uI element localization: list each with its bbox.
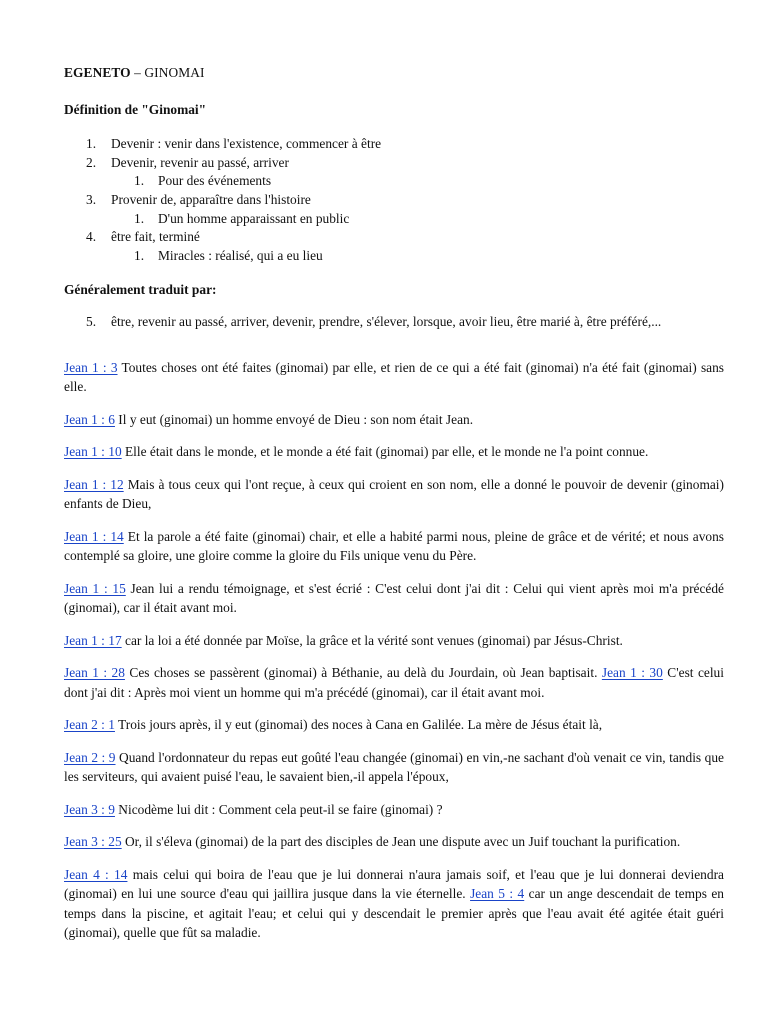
translated-item bbox=[64, 312, 724, 332]
translated-list bbox=[64, 312, 724, 332]
title-rest: GINOMAI bbox=[144, 65, 205, 80]
item-number: 5. bbox=[86, 313, 97, 329]
sub-item-text: D'un homme apparaissant en public bbox=[158, 210, 350, 226]
verse-text: C'est celui dont j'ai dit : Après moi vient un homme qui m'a précédé (ginomai), car il était avant moi. bbox=[64, 665, 724, 700]
verse-paragraph bbox=[64, 410, 724, 430]
item-text: être, revenir au passé, arriver, devenir, prendre, s'élever, lorsque, avoir lieu, être marié à, être préféré,... bbox=[111, 313, 662, 329]
verse-paragraph bbox=[64, 663, 724, 702]
sub-list bbox=[111, 247, 724, 266]
verse-reference-link[interactable]: Jean 1 : 15 bbox=[64, 580, 126, 596]
item-number: 3. bbox=[86, 191, 97, 207]
verse-list bbox=[64, 358, 724, 943]
definition-heading: Définition de "Ginomai" bbox=[64, 101, 207, 117]
item-number: 2. bbox=[86, 154, 97, 170]
verse-text: Or, il s'éleva (ginomai) de la part des disciples de Jean une dispute avec un Juif touchant la purification. bbox=[121, 834, 681, 850]
verse-paragraph bbox=[64, 800, 724, 820]
page-title bbox=[64, 64, 724, 83]
verse-paragraph bbox=[64, 442, 724, 462]
verse-reference-link[interactable]: Jean 1 : 12 bbox=[64, 476, 124, 492]
verse-reference-link[interactable]: Jean 1 : 3 bbox=[64, 359, 118, 375]
sub-item-text: Pour des événements bbox=[158, 173, 272, 189]
sub-item bbox=[64, 210, 724, 229]
sub-item-number: 1. bbox=[134, 210, 145, 226]
verse-paragraph bbox=[64, 527, 724, 566]
verse-reference-link[interactable]: Jean 2 : 9 bbox=[64, 749, 116, 765]
verse-reference-link[interactable]: Jean 1 : 10 bbox=[64, 444, 122, 460]
item-number: 1. bbox=[86, 136, 97, 152]
title-bold: EGENETO bbox=[64, 65, 131, 80]
definition-list bbox=[64, 135, 724, 265]
verse-reference-link[interactable]: Jean 1 : 17 bbox=[64, 632, 122, 648]
verse-reference-link[interactable]: Jean 1 : 28 bbox=[64, 665, 125, 681]
verse-text: Trois jours après, il y eut (ginomai) des noces à Cana en Galilée. La mère de Jésus était là, bbox=[114, 717, 603, 733]
verse-text: Ces choses se passèrent (ginomai) à Béthanie, au delà du Jourdain, où Jean baptisait. bbox=[124, 665, 602, 681]
item-text: Provenir de, apparaître dans l'histoire bbox=[111, 191, 311, 207]
verse-reference-link[interactable]: Jean 3 : 9 bbox=[64, 801, 115, 817]
verse-text: mais celui qui boira de l'eau que je lui donnerai n'aura jamais soif, et l'eau que je lui donnerai deviendra (ginomai) en lui une source d'eau qui jaillira jusque dans la vie éternelle. bbox=[64, 866, 724, 902]
verse-text: Jean lui a rendu témoignage, et s'est écrié : C'est celui dont j'ai dit : Celui qui vient après moi m'a précédé (ginomai), car il était avant moi. bbox=[64, 580, 724, 616]
verse-paragraph bbox=[64, 865, 724, 943]
definition-item bbox=[64, 135, 724, 154]
verse-paragraph bbox=[64, 475, 724, 514]
verse-reference-link[interactable]: Jean 1 : 6 bbox=[64, 411, 115, 427]
verse-text: Il y eut (ginomai) un homme envoyé de Dieu : son nom était Jean. bbox=[114, 411, 474, 427]
verse-text: Toutes choses ont été faites (ginomai) par elle, et rien de ce qui a été fait (ginomai) n'a été fait (ginomai) sans elle. bbox=[64, 359, 725, 395]
item-text: Devenir, revenir au passé, arriver bbox=[111, 154, 289, 170]
item-text: être fait, terminé bbox=[111, 229, 200, 245]
verse-paragraph bbox=[64, 358, 724, 397]
item-text: Devenir : venir dans l'existence, commencer à être bbox=[111, 136, 382, 152]
sub-list bbox=[111, 172, 724, 191]
verse-text: car un ange descendait de temps en temps dans la piscine, et agitait l'eau; et celui qui y descendait le premier après que l'eau avait été agitée était guéri (ginomai), quelle que fût sa maladie. bbox=[64, 886, 724, 941]
definition-item bbox=[64, 191, 724, 228]
title-separator: – bbox=[130, 65, 145, 80]
verse-text: Nicodème lui dit : Comment cela peut-il se faire (ginomai) ? bbox=[114, 801, 443, 817]
verse-reference-link[interactable]: Jean 3 : 25 bbox=[64, 834, 122, 850]
verse-text: car la loi a été donnée par Moïse, la grâce et la vérité sont venues (ginomai) par Jésus-Christ. bbox=[121, 632, 623, 648]
item-number: 4. bbox=[86, 229, 97, 245]
verse-reference-link[interactable]: Jean 4 : 14 bbox=[64, 866, 128, 882]
verse-reference-link[interactable]: Jean 1 : 30 bbox=[601, 665, 663, 681]
sub-item-text: Miracles : réalisé, qui a eu lieu bbox=[158, 247, 323, 263]
definition-item bbox=[64, 228, 724, 265]
verse-reference-link[interactable]: Jean 5 : 4 bbox=[470, 886, 525, 902]
definition-item bbox=[64, 154, 724, 191]
verse-text: Elle était dans le monde, et le monde a été fait (ginomai) par elle, et le monde ne l'a point connue. bbox=[121, 444, 649, 460]
verse-paragraph bbox=[64, 579, 724, 618]
verse-paragraph bbox=[64, 631, 724, 651]
verse-paragraph bbox=[64, 715, 724, 735]
sub-item bbox=[64, 172, 724, 191]
verse-text: Quand l'ordonnateur du repas eut goûté l'eau changée (ginomai) en vin,-ne sachant d'où venait ce vin, tandis que les serviteurs, qui avaient puisé l'eau, le savaient bien,-il appela l'époux, bbox=[64, 749, 724, 785]
verse-reference-link[interactable]: Jean 1 : 14 bbox=[64, 528, 124, 544]
verse-text: Mais à tous ceux qui l'ont reçue, à ceux qui croient en son nom, elle a donné le pouvoir de devenir (ginomai) enfants de Dieu, bbox=[64, 476, 724, 512]
verse-paragraph bbox=[64, 832, 724, 852]
sub-item-number: 1. bbox=[134, 247, 145, 263]
sub-item-number: 1. bbox=[134, 173, 145, 189]
translated-heading: Généralement traduit par: bbox=[64, 282, 217, 298]
verse-paragraph bbox=[64, 748, 724, 787]
verse-text: Et la parole a été faite (ginomai) chair, et elle a habité parmi nous, pleine de grâce et de vérité; et nous avons contemplé sa gloire, une gloire comme la gloire du Fils unique venu du Père. bbox=[64, 528, 724, 564]
sub-item bbox=[64, 247, 724, 266]
sub-list bbox=[111, 210, 724, 229]
verse-reference-link[interactable]: Jean 2 : 1 bbox=[64, 717, 115, 733]
